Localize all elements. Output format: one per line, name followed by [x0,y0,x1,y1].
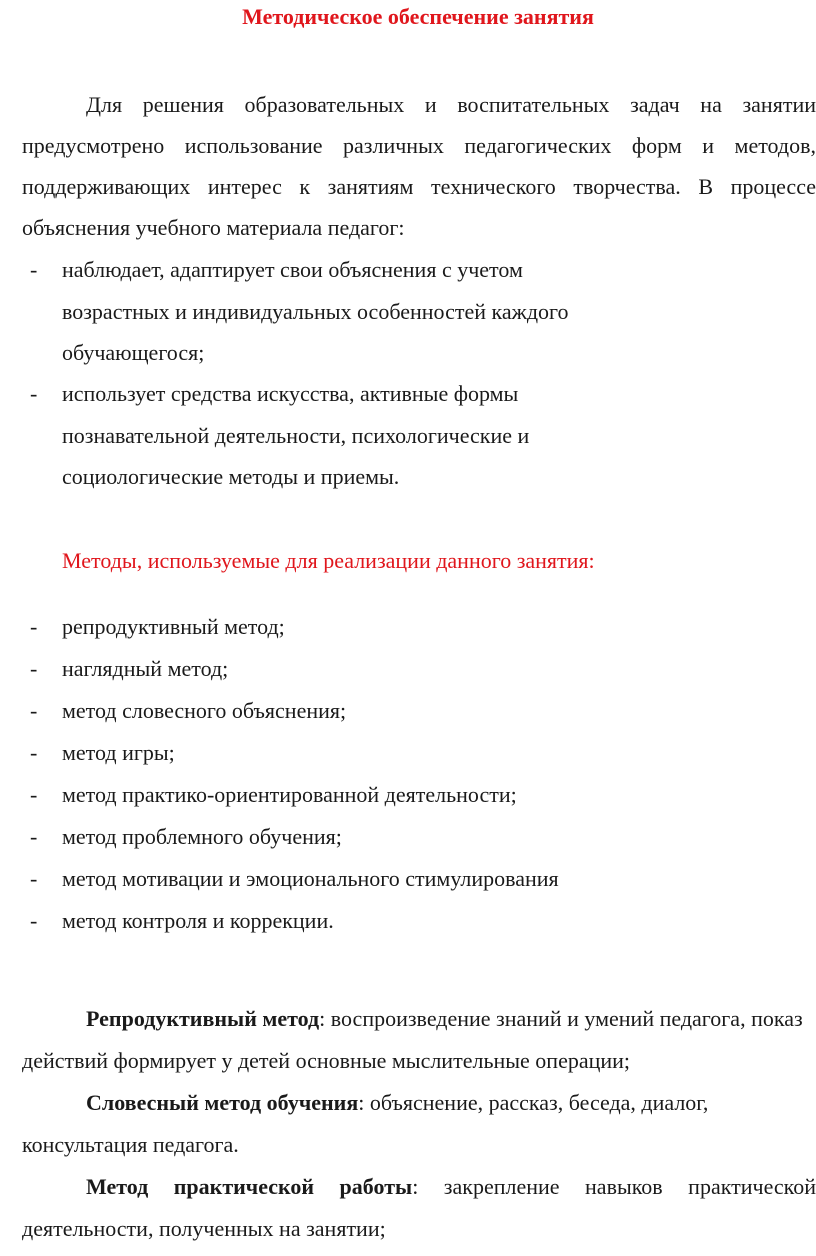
list-item-text: метод контроля и коррекции. [62,908,334,933]
method-list-item [30,905,334,937]
intro-bullet-1 [30,249,630,374]
list-item-text: метод практико-ориентированной деятельности; [62,782,517,807]
list-marker: - [30,614,38,639]
list-marker: - [30,908,38,933]
list-marker: - [30,698,38,723]
method-list-item [30,737,175,769]
list-marker: - [30,866,38,891]
list-item-text: метод игры; [62,740,175,765]
list-marker: - [30,782,38,807]
list-item-text: метод словесного объяснения; [62,698,347,723]
description-term: Словесный метод обучения [86,1090,359,1115]
description-reproductive [22,998,816,1081]
description-text: : закрепление навыков практической деятельности, полученных на занятии; [22,1174,816,1241]
description-practical [22,1166,816,1249]
bullet-marker: - [30,381,38,406]
description-text: : объяснение, рассказ, беседа, диалог, консультация педагога. [22,1090,709,1157]
list-item-text: метод мотивации и эмоционального стимулирования [62,866,559,891]
list-item-text: метод проблемного обучения; [62,824,342,849]
bullet-text: наблюдает, адаптирует свои объяснения с учетом возрастных и индивидуальных особенностей каждого обучающегося; [62,257,569,365]
methods-heading: Методы, используемые для реализации данного занятия: [62,548,595,573]
bullet-marker: - [30,257,38,282]
list-marker: - [30,656,38,681]
list-item-text: репродуктивный метод; [62,614,285,639]
method-list-item [30,611,285,643]
list-marker: - [30,740,38,765]
description-text: : воспроизведение знаний и умений педагога, показ действий формирует у детей основные мыслительные операции; [22,1006,803,1073]
intro-text: Для решения образовательных и воспитательных задач на занятии предусмотрено использование различных педагогических форм и методов, поддерживающих интерес к занятиям технического творчества. В процессе объяснения учебного материала педагог: [22,92,816,240]
method-list-item [30,695,346,727]
method-list-item [30,779,517,811]
bullet-text: использует средства искусства, активные формы познавательной деятельности, психологические и социологические методы и приемы. [62,381,530,489]
method-list-item [30,821,342,853]
page-title: Методическое обеспечение занятия [242,4,594,29]
description-term: Метод практической работы [86,1174,413,1199]
intro-bullet-2 [30,373,620,498]
description-term: Репродуктивный метод [86,1006,320,1031]
method-list-item [30,863,559,895]
list-marker: - [30,824,38,849]
intro-paragraph [22,84,816,248]
list-item-text: наглядный метод; [62,656,229,681]
description-verbal [22,1082,816,1165]
method-list-item [30,653,228,685]
